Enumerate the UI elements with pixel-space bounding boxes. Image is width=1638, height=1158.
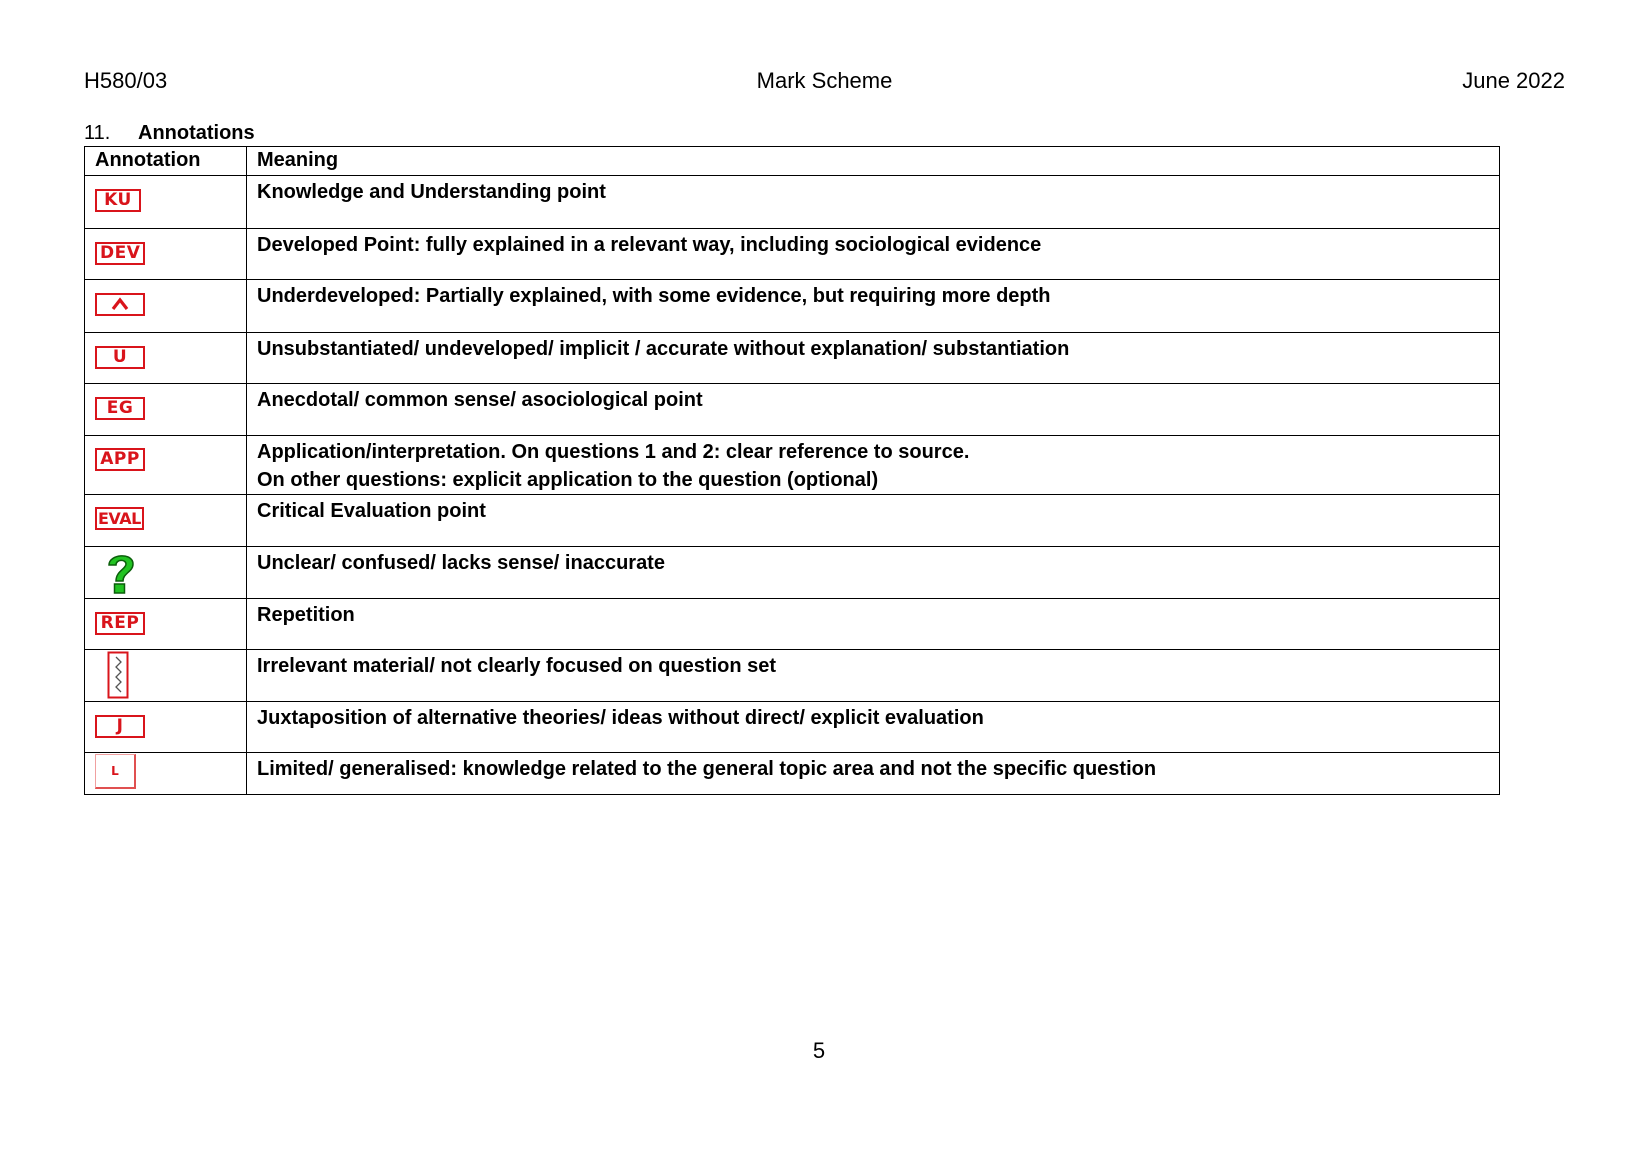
table-row	[85, 495, 1500, 547]
question-mark-icon	[101, 549, 141, 597]
annotation-cell	[85, 436, 247, 495]
zigzag-line-icon	[107, 651, 129, 699]
section-number: 11.	[84, 122, 111, 144]
table-row	[85, 650, 1500, 702]
table-row	[85, 176, 1500, 229]
table-row	[85, 333, 1500, 384]
rep-stamp-icon: REP	[95, 612, 145, 635]
table-row	[85, 599, 1500, 650]
meaning-cell: Unclear/ confused/ lacks sense/ inaccurate	[247, 547, 1500, 599]
ku-stamp-icon: KU	[95, 189, 141, 212]
table-row	[85, 547, 1500, 599]
meaning-cell: Irrelevant material/ not clearly focused on question set	[247, 650, 1500, 702]
meaning-cell: Unsubstantiated/ undeveloped/ implicit / accurate without explanation/ substantiation	[247, 333, 1500, 384]
meaning-cell: Knowledge and Understanding point	[247, 176, 1500, 229]
annotation-cell	[85, 599, 247, 650]
eval-stamp-icon: EVAL	[95, 507, 144, 530]
page-number: 5	[812, 1038, 826, 1063]
meaning-cell: Underdeveloped: Partially explained, with some evidence, but requiring more depth	[247, 280, 1500, 333]
meaning-cell: Repetition	[247, 599, 1500, 650]
annotation-cell	[85, 176, 247, 229]
annotation-cell	[85, 702, 247, 753]
annotation-cell	[85, 280, 247, 333]
section-heading	[84, 121, 255, 145]
caret-stamp-icon	[95, 293, 145, 316]
annotation-cell	[85, 650, 247, 702]
meaning-line-1: Application/interpretation. On questions 1 and 2: clear reference to source.	[257, 441, 970, 463]
annotation-cell	[85, 384, 247, 436]
annotation-cell	[85, 753, 247, 795]
meaning-cell: Juxtaposition of alternative theories/ ideas without direct/ explicit evaluation	[247, 702, 1500, 753]
page-header	[84, 68, 1565, 98]
table-header-row	[85, 147, 1500, 176]
document-title: Mark Scheme	[756, 68, 893, 93]
annotation-column-header: Annotation	[85, 147, 247, 176]
annotation-cell	[85, 333, 247, 384]
table-row	[85, 229, 1500, 280]
meaning-column-header: Meaning	[247, 147, 1500, 176]
annotation-cell	[85, 495, 247, 547]
l-stamp-icon: L	[95, 754, 136, 789]
j-stamp-icon: J	[95, 715, 145, 738]
meaning-cell: Critical Evaluation point	[247, 495, 1500, 547]
exam-date: June 2022	[1462, 68, 1565, 93]
meaning-cell: Limited/ generalised: knowledge related to the general topic area and not the specific question	[247, 753, 1500, 795]
u-stamp-icon: U	[95, 346, 145, 369]
section-title: Annotations	[138, 122, 255, 144]
table-row	[85, 384, 1500, 436]
paper-code: H580/03	[84, 68, 168, 93]
annotation-cell	[85, 547, 247, 599]
table-row	[85, 436, 1500, 495]
annotation-cell	[85, 229, 247, 280]
meaning-line-2: On other questions: explicit application to the question (optional)	[257, 469, 879, 491]
eg-stamp-icon: EG	[95, 397, 145, 420]
annotations-table	[84, 146, 1500, 795]
meaning-cell: Developed Point: fully explained in a relevant way, including sociological evidence	[247, 229, 1500, 280]
table-row	[85, 702, 1500, 753]
meaning-cell: Anecdotal/ common sense/ asociological point	[247, 384, 1500, 436]
table-row	[85, 280, 1500, 333]
app-stamp-icon: APP	[95, 448, 145, 471]
meaning-cell	[247, 436, 1500, 495]
table-row	[85, 753, 1500, 795]
dev-stamp-icon: DEV	[95, 242, 145, 265]
